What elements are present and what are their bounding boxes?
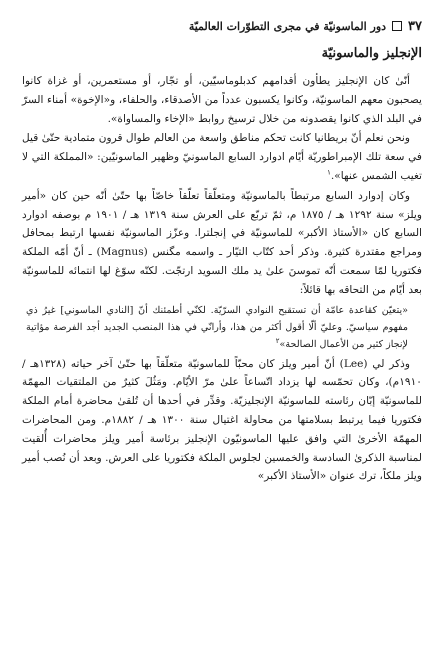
paragraph-text: ونحن نعلم أنّ بريطانيا كانت تحكم مناطق واسعة من العالم طوال قرون متمادية حتّىٰ قيل في سعة تلك الإمبراطوريّة أيّام ادوارد السابع الماسونيّ وظهير الماسونيّين: «المملكة التي لا تغيب الشمس عنها». [22,132,422,182]
paragraph-text: وذكر لي (Lee) أنّ أمير ويلز كان محبّاً للماسونيّة متعلّقاً بها حتّىٰ آخر حياته (١٣٢٨هـ / ١٩١٠م)، وكان تحمّسه لها يزداد اتّساعاً علىٰ مرّ الأيّام. ومَثُلَ كثيرٌ من الملتقيات المهمّة للماسونيّة إبّان رئاسته للماسونيّة الإنجليزيّة. وقدِّر في أحدها أن تُلقىٰ محاضرة أمام الملكة فكتوريا فيما يرتبط بسلامتها من محاولة اغتيال سنة ١٣٠٠ هـ / ١٨٨٢م. ومن المحاضرات المهمّة الأخرىٰ التي وافق عليها الماسونيّون الإنجليز برئاسة أمير ويلز محاضرات أُلقيت لمناسبة الذكرىٰ السادسة والخمسين لجلوس الملكة فكتوريا على العرش. وبعد أن نُصب أمير ويلز ملكاً، ترك عنوان «الأستاذ الأكبر» [22,357,422,483]
paragraph [22,187,422,300]
paragraph-text: وكان إدوارد السابع مرتبطاً بالماسونيّة ومتعلّقاً تعلّقاً خاصّاً بها حتّىٰ أنّه حين كان «أمير ويلز» سنة ١٢٩٢ هـ / ١٨٧٥ م، ثمّ تربّع على العرش سنة ١٣١٩ هـ / ١٩٠١ م بوصفه ادوارد السابع كان «الأستاذ الأكبر» للماسونيّة في إنجلترا. وعزّز الماسونيّة نفسها ارتبط بمحافل ومراجع مقتدرة كثيرة. وذكر أحد كتّاب التيّار ـ واسمه مگنس (Magnus) ـ أنّ أمّه الملكة فكتوريا لمّا سمعت أنّه تموسنَ علىٰ يد ملك السويد ارتجّت. لكنّه سوّغ لها انتمائه للماسونيّة بعد أيّام من التحاقه بها قائلاً: [22,189,422,296]
footnote-marker: ١ [327,168,331,177]
body-text [22,72,422,626]
quote-text: «يتعيّن كقاعدة عامّة أن تستقبح النوادي السرّيّة. لكنّي أطمئنك أنّ [النادي الماسوني] غيرُ ذي مفهوم سياسيّ. وعليّ ألّا أقول أكثر من هذا، وأرانّي في هذا المنصب الجديد أجد الفرصة مؤاتية لإنجاز كثير من الأعمال الصالحة» [26,304,408,350]
block-quote [26,302,408,353]
running-header [22,16,422,36]
footnote-marker: ٢ [275,336,280,345]
page-number: ٣٧ [408,18,422,34]
paragraph [22,129,422,185]
paragraph [22,72,422,128]
header-ornament-box [392,21,402,31]
paragraph [22,355,422,487]
section-heading: الإنجليز والماسونيّة [321,46,422,61]
paragraph-text: أنّىٰ كان الإنجليز يطأون أقدامهم كدبلوماسيّين، أو تجّار، أو مستعمرين، أو غزاة كانوا يصحبون معهم الماسونيّة، وكانوا يكسبون عدداً من الأصدقاء، والحلفاء، و«الإخوة» أمناء السرّ في البلد الذي كانوا يقصدونه من خلال ترسيخ روابط «الإخاء والمساواة». [22,75,422,125]
running-header-title: دور الماسونيّة في مجرى التطوّرات العالميّة [188,19,387,33]
